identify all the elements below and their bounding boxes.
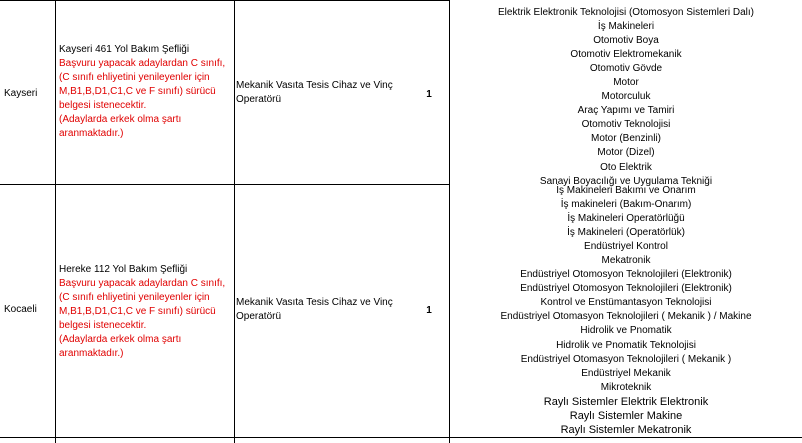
list-item: Endüstriyel Otomosyon Teknolojileri (Elektronik) [520,283,732,295]
list-item: Kontrol ve Enstümantasyon Teknolojisi [540,297,712,309]
city-cell: Kocaeli [4,304,37,315]
list-item: Raylı Sistemler Mekatronik [560,423,692,436]
list-item: İş Makineleri (Operatörlük) [567,227,685,239]
unit-cell [59,43,231,141]
unit-title: Kayseri 461 Yol Bakım Şefliği [59,44,190,55]
list-item: Mikroteknik [600,381,652,393]
list-item: Raylı Sistemler Makine [569,409,683,422]
list-item: Endüstriyel Kontrol [584,241,668,253]
list-item: Araç Yapımı ve Tamiri [577,105,675,117]
list-item: Mekatronik [601,255,651,267]
count-cell: 1 [426,89,432,100]
list-item: Sanayi Boyacılığı ve Uygulama Tekniği [539,175,713,187]
qualification-list [450,184,802,437]
list-item: Elektrik Elektronik Teknolojisi (Otomosyon Sistemleri Dalı) [497,7,754,18]
column-border [55,0,56,443]
list-item: Otomotiv Gövde [589,63,663,75]
unit-title: Hereke 112 Yol Bakım Şefliği [59,264,188,275]
count-cell: 1 [426,305,432,316]
job-title-cell: Mekanik Vasıta Tesis Cihaz ve Vinç Operatörü [236,80,393,105]
unit-cell [59,263,231,361]
list-item: Motor (Benzinli) [590,133,662,145]
list-item: Hidrolik ve Pnomatik [580,325,672,337]
list-item: Motor [613,77,639,89]
row-border [0,437,802,438]
list-item: İş Makineleri Operatörlüğü [567,213,685,225]
list-item: Endüstriyel Otomasyon Teknolojileri ( Mekanik ) [520,353,732,365]
row-border [0,0,449,1]
list-item: Otomotiv Boya [593,35,659,47]
city-cell: Kayseri [4,88,38,99]
list-item: Motor (Dizel) [597,147,655,159]
list-item: Otomotiv Elektromekanik [570,49,682,61]
list-item: Motorculuk [601,91,651,103]
list-item: Endüstriyel Otomasyon Teknolojileri ( Mekanik ) / Makine [500,311,752,323]
qualification-list [450,6,802,189]
list-item: Otomotiv Teknolojisi [581,119,671,131]
list-item: Endüstriyel Mekanik [581,367,671,379]
column-border [234,0,235,443]
list-item: İş makineleri (Bakım-Onarım) [560,199,692,211]
list-item: Raylı Sistemler Elektrik Elektronik [543,395,709,408]
unit-note: Başvuru yapacak adaylardan C sınıfı, (C sınıfı ehliyetini yenileyenler için M,B1,B,D1,C1,C ve F sınıfı) sürücü belgesi istenecektir. (Adaylarda erkek olma şartı aranmaktadır.) [59,278,226,359]
unit-note: Başvuru yapacak adaylardan C sınıfı, (C sınıfı ehliyetini yenileyenler için M,B1,B,D1,C1,C ve F sınıfı) sürücü belgesi istenecektir. (Adaylarda erkek olma şartı aranmaktadır.) [59,58,226,139]
list-item: Oto Elektrik [600,161,652,173]
list-item: İş Makineleri Bakımı ve Onarım [556,185,696,196]
job-title-cell: Mekanik Vasıta Tesis Cihaz ve Vinç Operatörü [236,297,393,322]
row-border [0,184,449,185]
list-item: Hidrolik ve Pnomatik Teknolojisi [556,339,696,351]
list-item: Endüstriyel Otomosyon Teknolojileri (Elektronik) [520,269,732,281]
list-item: İş Makineleri [597,21,655,33]
